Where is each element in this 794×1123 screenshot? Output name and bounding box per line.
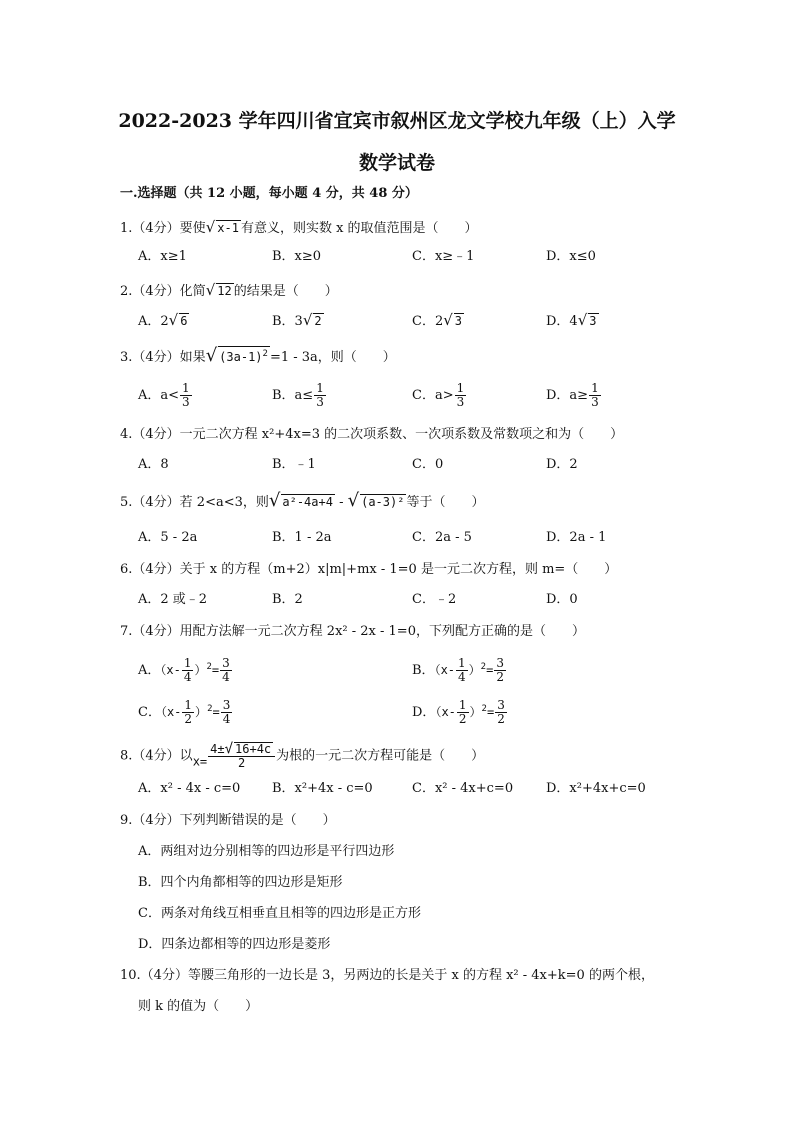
- q2-option-d[interactable]: D．4√ 3: [546, 311, 597, 329]
- q1-option-b[interactable]: B．x≥0: [272, 249, 322, 264]
- q9-option-c[interactable]: C．两条对角线互相垂直且相等的四边形是正方形: [138, 906, 421, 921]
- question-10-line1: 10.（4分）等腰三角形的一边长是 3，另两边的长是关于 x 的方程 x² - 4x+k=0 的两个根，: [120, 968, 654, 983]
- q5-option-a[interactable]: A．5 - 2a: [138, 530, 198, 545]
- q9-option-b[interactable]: B．四个内角都相等的四边形是矩形: [138, 875, 343, 890]
- q3-post: =1 - 3a，则（ ）: [269, 350, 396, 365]
- q4-option-b[interactable]: B．﹣1: [272, 457, 316, 472]
- q1-option-c[interactable]: C．x≥﹣1: [412, 249, 475, 264]
- q2-option-a[interactable]: A．2√ 6: [138, 311, 188, 329]
- q1-radicand: x-1: [217, 221, 239, 235]
- q7-option-d[interactable]: D．（x- $\frac{1}{2}$ ）$^2$= $\frac{3}{2}$: [412, 698, 505, 726]
- q8-option-b[interactable]: B．x²+4x - c=0: [272, 781, 373, 796]
- q6-option-c[interactable]: C．﹣2: [412, 592, 457, 607]
- q3-option-d[interactable]: D．a≥ $\frac{1}{3}$: [546, 381, 599, 409]
- q2-pre: 2.（4分）化简: [120, 284, 206, 299]
- question-1: 1.（4分）要使√ x-1 有意义，则实数 x 的取值范围是（ ）: [120, 218, 478, 236]
- q1-pre: 1.（4分）要使: [120, 221, 206, 236]
- q9-option-d[interactable]: D．四条边都相等的四边形是菱形: [138, 937, 331, 952]
- q3-option-c[interactable]: C．a> $\frac{1}{3}$: [412, 381, 465, 409]
- q7-option-a[interactable]: A．（x- $\frac{1}{4}$ ）$^2$= $\frac{3}{4}$: [138, 656, 230, 684]
- q3-pre: 3.（4分）如果: [120, 350, 206, 365]
- question-10-line2: 则 k 的值为（ ）: [138, 999, 259, 1014]
- question-5: 5.（4分）若 2<a<3，则√ a²-4a+4 - √ (a-3)² 等于（ ）: [120, 490, 485, 511]
- q9-option-a[interactable]: A．两组对边分别相等的四边形是平行四边形: [138, 844, 395, 859]
- q4-option-c[interactable]: C．0: [412, 457, 444, 472]
- q6-option-a[interactable]: A．2 或﹣2: [138, 592, 208, 607]
- question-4: 4.（4分）一元二次方程 x²+4x=3 的二次项系数、一次项系数及常数项之和为（ ）: [120, 427, 624, 442]
- q2-option-b[interactable]: B．3√ 2: [272, 311, 322, 329]
- q3-option-b[interactable]: B．a≤ $\frac{1}{3}$: [272, 381, 324, 409]
- q2-option-c[interactable]: C．2√ 3: [412, 311, 463, 329]
- exam-title-line2: 数学试卷: [358, 152, 435, 174]
- q5-option-c[interactable]: C．2a - 5: [412, 530, 472, 545]
- q5-option-d[interactable]: D．2a - 1: [546, 530, 607, 545]
- section-heading: 一.选择题（共 12 小题，每小题 4 分，共 48 分）: [120, 186, 418, 201]
- q2-radicand: 12: [217, 284, 232, 298]
- q1-option-d[interactable]: D．x≤0: [546, 249, 596, 264]
- q1-post: 有意义，则实数 x 的取值范围是（ ）: [240, 221, 478, 236]
- q4-option-d[interactable]: D．2: [546, 457, 578, 472]
- q2-post: 的结果是（ ）: [233, 284, 338, 299]
- q8-pre: 8.（4分）以: [120, 748, 193, 764]
- q7-option-b[interactable]: B．（x- $\frac{1}{4}$ ）$^2$= $\frac{3}{2}$: [412, 656, 504, 684]
- q5-post: 等于（ ）: [406, 495, 485, 510]
- q5-option-b[interactable]: B．1 - 2a: [272, 530, 332, 545]
- q6-option-b[interactable]: B．2: [272, 592, 303, 607]
- q8-post: 为根的一元二次方程可能是（ ）: [276, 748, 485, 764]
- q6-option-d[interactable]: D．0: [546, 592, 578, 607]
- q5-radicand-1: a²-4a+4: [282, 495, 333, 509]
- q7-option-c[interactable]: C．（x- $\frac{1}{2}$ ）$^2$= $\frac{3}{4}$: [138, 698, 231, 726]
- question-2: 2.（4分）化简√ 12 的结果是（ ）: [120, 281, 338, 299]
- question-6: 6.（4分）关于 x 的方程（m+2）x|m|+mx - 1=0 是一元二次方程，则 m=（ ）: [120, 562, 618, 577]
- q8-option-a[interactable]: A．x² - 4x - c=0: [138, 781, 241, 796]
- q8-option-c[interactable]: C．x² - 4x+c=0: [412, 781, 514, 796]
- question-8: 8.（4分）以x= $\frac{4\pm√ 16+4c}{2}$ 为根的一元二次方程可能是（ ）: [120, 741, 485, 770]
- q8-option-d[interactable]: D．x²+4x+c=0: [546, 781, 646, 796]
- q5-radicand-2: (a-3)²: [361, 495, 405, 509]
- question-9: 9.（4分）下列判断错误的是（ ）: [120, 813, 336, 828]
- q3-radicand: (3a-1): [219, 350, 263, 364]
- question-7: 7.（4分）用配方法解一元二次方程 2x² - 2x - 1=0，下列配方正确的是（ ）: [120, 624, 585, 639]
- exam-title-line1: 2022-2023 学年四川省宜宾市叙州区龙文学校九年级（上）入学: [118, 110, 676, 132]
- q1-option-a[interactable]: A．x≥1: [138, 249, 187, 264]
- question-3: 3.（4分）如果√ $(3a-1)^2 =1 - 3a$，则（ ）: [120, 345, 396, 366]
- q5-pre: 5.（4分）若 2<a<3，则: [120, 495, 269, 510]
- q4-option-a[interactable]: A．8: [138, 457, 169, 472]
- q3-option-a[interactable]: A．a< $\frac{1}{3}$: [138, 381, 190, 409]
